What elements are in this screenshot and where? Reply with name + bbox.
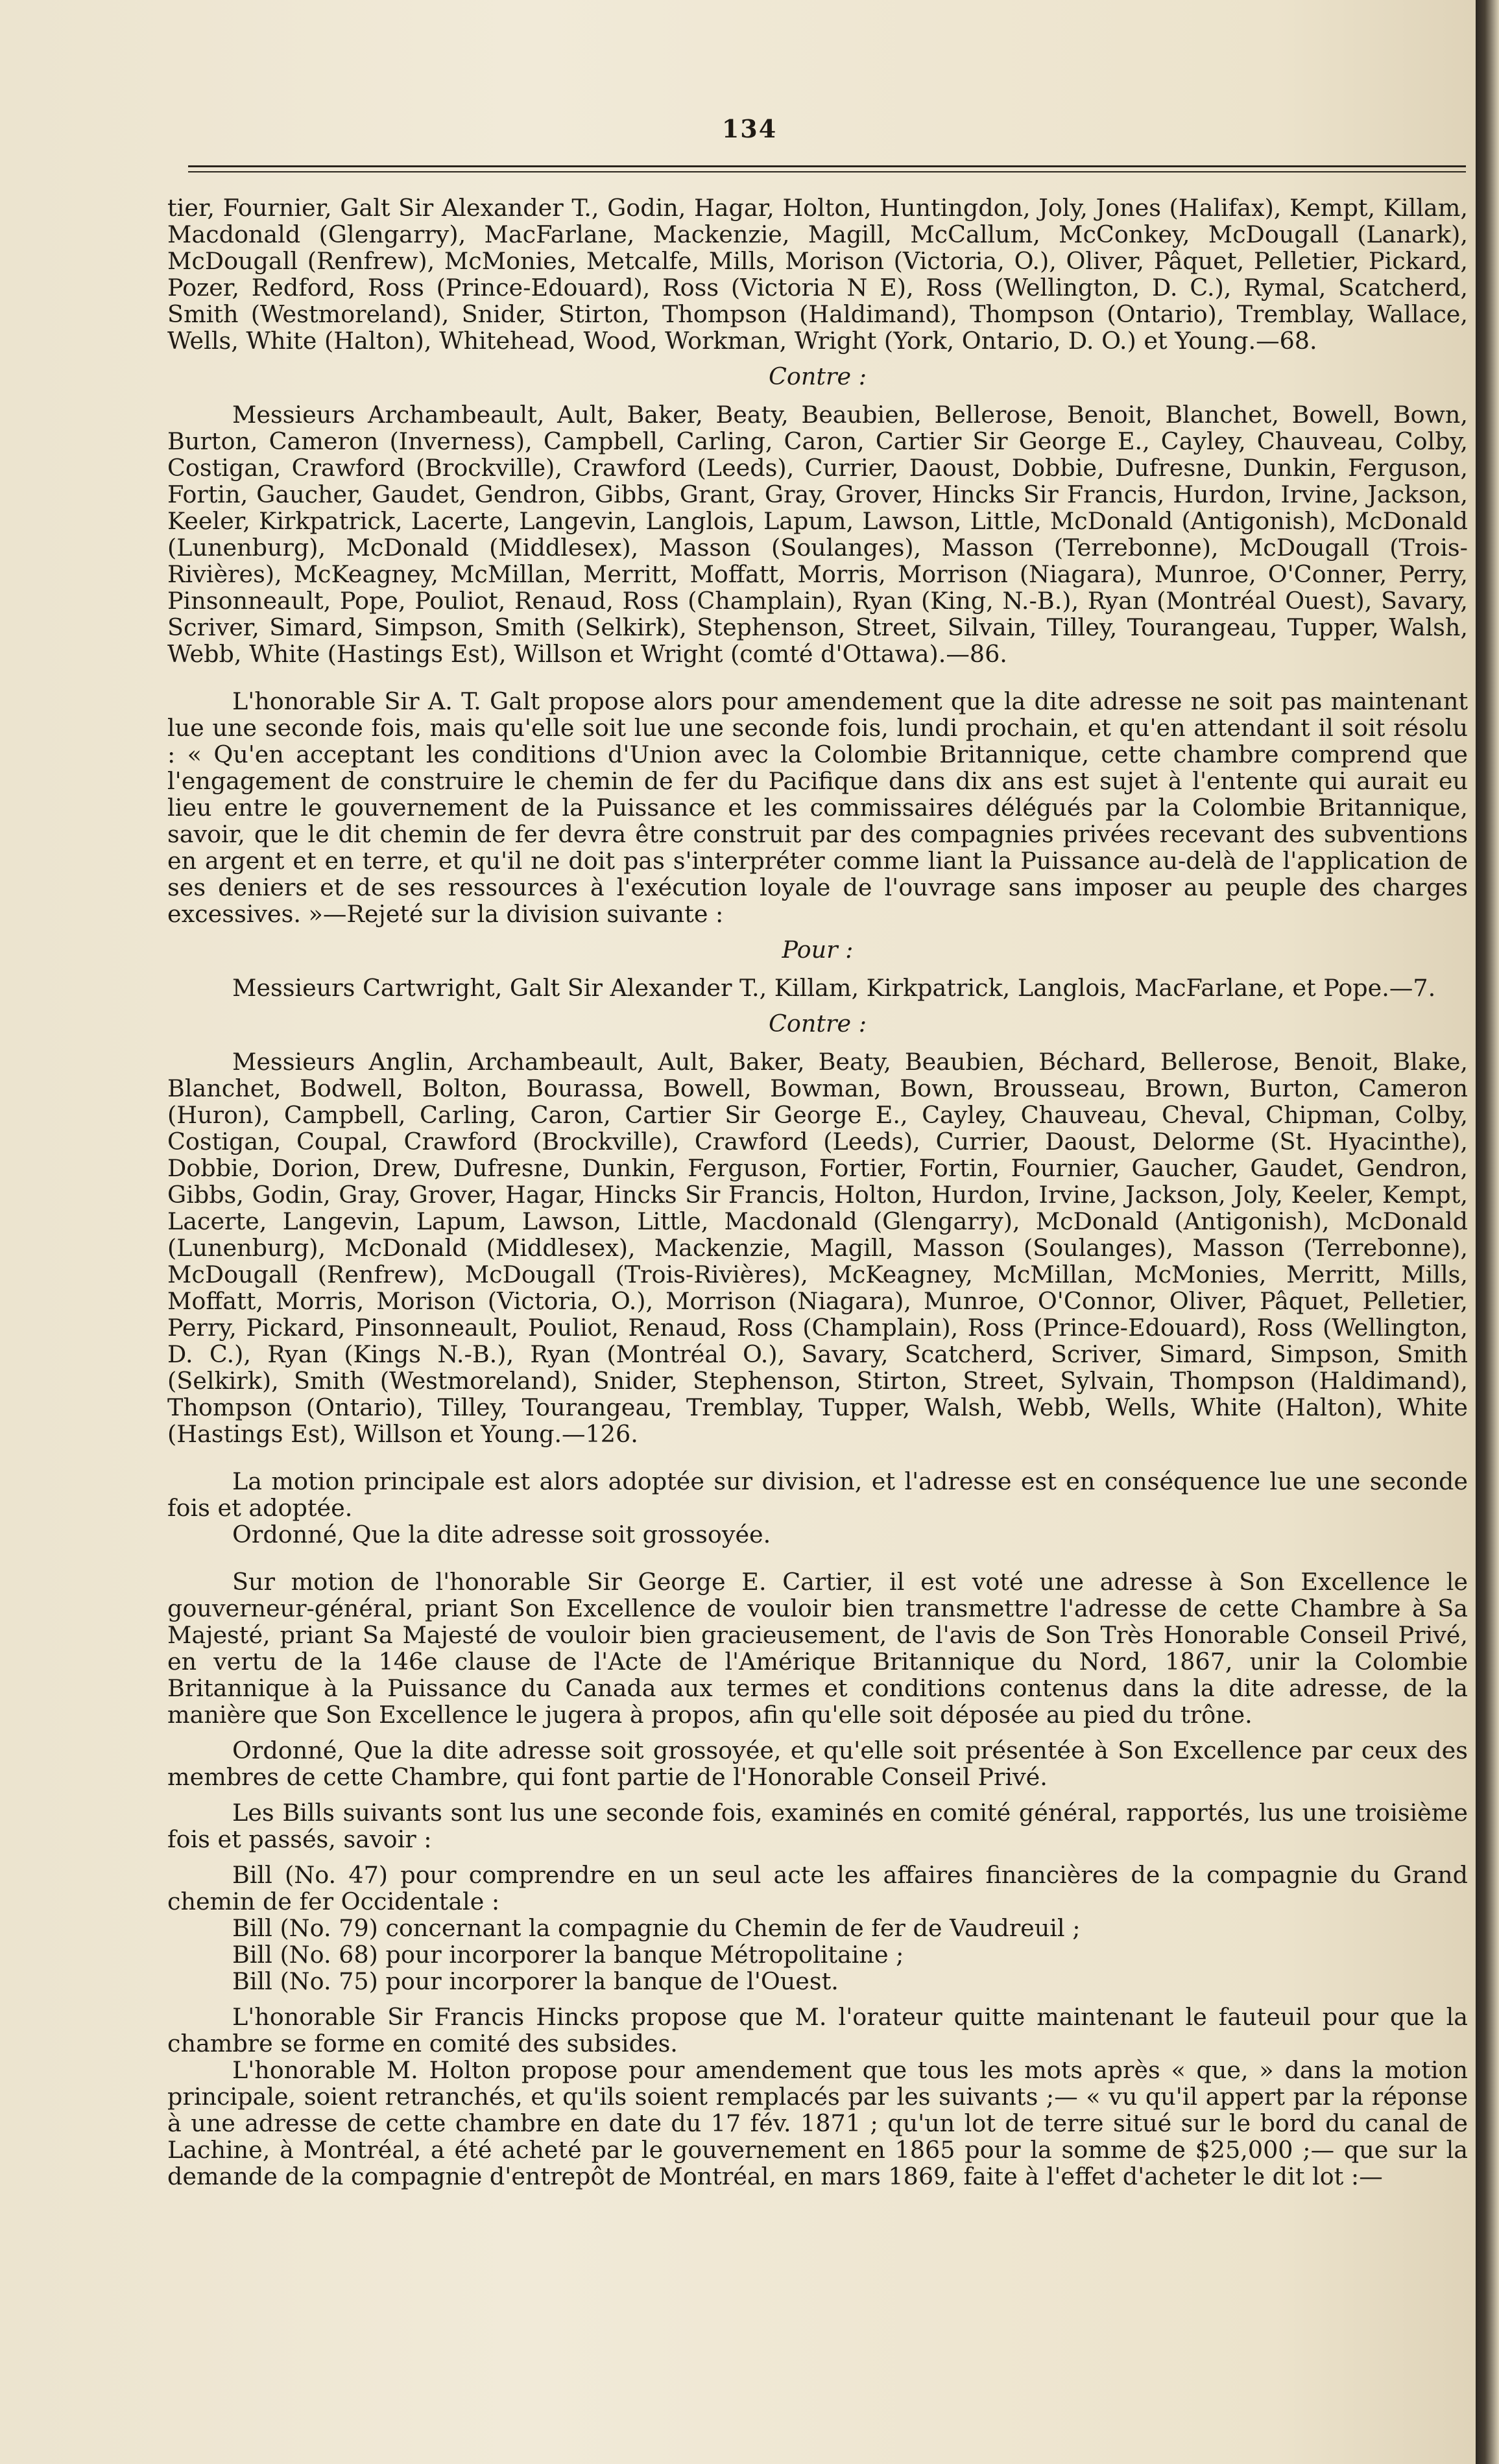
vote1-contre-heading: Contre : [768,362,867,390]
vote2-contre-list: Messieurs Anglin, Archambeault, Ault, Baker, Beaty, Beaubien, Béchard, Bellerose, Benoit, Blake, Blanchet, Bodwell, Bolton, Bourassa, Bowell, Bowman, Bown, Brousseau, Brown, Burton, Cameron (Huron), Campbell, Carling, Caron, Cartier Sir George E., Cayley, Chauveau, Cheval, Chipman, Colby, Costigan, Coupal, Crawford (Brockville), Crawford (Leeds), Currier, Daoust, Delorme (St. Hyacinthe), Dobbie, Dorion, Drew, Dufresne, Dunkin, Ferguson, Fortier, Fortin, Fournier, Gaucher, Gaudet, Gendron, Gibbs, Godin, Gray, Grover, Hagar, Hincks Sir Francis, Holton, Hurdon, Irvine, Jackson, Joly, Keeler, Kempt, Lacerte, Langevin, Lapum, Lawson, Little, Macdonald (Glengarry), McDonald (Antigonish), McDonald (Lunenburg), McDonald (Middlesex), Mackenzie, Magill, Masson (Soulanges), Masson (Terrebonne), McDougall (Renfrew), McDougall (Trois-Rivières), McKeagney, McMillan, McMonies, Merritt, Mills, Moffatt, Morris, Morison (Victoria, O.), Morrison (Niagara), Munroe, O'Connor, Oliver, Pâquet, Pelletier, Perry, Pickard, Pinsonneault, Pouliot, Renaud, Ross (Champlain), Ross (Prince-Edouard), Ross (Wellington, D. C.), Ryan (Kings N.-B.), Ryan (Montréal O.), Savary, Scatcherd, Scriver, Simard, Simpson, Smith (Selkirk), Smith (Westmoreland), Snider, Stephenson, Stirton, Street, Sylvain, Thompson (Haldimand), Thompson (Ontario), Tilley, Tourangeau, Tremblay, Tupper, Walsh, Webb, Wells, White (Halton), White (Hastings Est), Willson et Young.—126. [167,1048,1468,1448]
hincks-motion: L'honorable Sir Francis Hincks propose que M. l'orateur quitte maintenant le fauteuil pour que la chambre se forme en comité des subsides. [167,2003,1468,2057]
bill-item: Bill (No. 47) pour comprendre en un seul acte les affaires financières de la compagnie du Grand chemin de fer Occidentale : [167,1861,1468,1915]
bill-item: Bill (No. 68) pour incorporer la banque Métropolitaine ; [232,1941,904,1969]
motion-adopted: La motion principale est alors adoptée sur division, et l'adresse est en conséquence lue une seconde fois et adoptée. [167,1467,1468,1522]
bills-intro: Les Bills suivants sont lus une seconde fois, examinés en comité général, rapportés, lus une troisième fois et passés, savoir : [167,1799,1468,1853]
holton-amendment: L'honorable M. Holton propose pour amendement que tous les mots après « que, » dans la motion principale, soient retranchés, et qu'ils soient remplacés par les suivants ;— « vu qu'il appert par la réponse à une adresse de cette chambre en date du 17 fév. 1871 ; qu'un lot de terre situé sur le bord du canal de Lachine, à Montréal, a été acheté par le gouvernement en 1865 pour la somme de $25,000 ;— que sur la demande de la compagnie d'entrepôt de Montréal, en mars 1869, faite à l'effet d'acheter le dit lot :— [167,2056,1468,2190]
page-binding-edge [1476,0,1499,2464]
vote2-contre-heading: Contre : [768,1010,867,1037]
bill-item: Bill (No. 79) concernant la compagnie du Chemin de fer de Vaudreuil ; [232,1914,1081,1942]
page-number: 134 [721,114,778,143]
vote2-pour-heading: Pour : [782,936,854,964]
ordonne-2: Ordonné, Que la dite adresse soit grossoyée, et qu'elle soit présentée à Son Excellence par ceux des membres de cette Chambre, qui font partie de l'Honorable Conseil Privé. [167,1736,1468,1791]
bill-item: Bill (No. 75) pour incorporer la banque de l'Ouest. [232,1967,839,1995]
header-rule-thin [188,171,1466,172]
ordonne-1: Ordonné, Que la dite adresse soit grossoyée. [232,1521,771,1548]
vote1-pour-list: tier, Fournier, Galt Sir Alexander T., Godin, Hagar, Holton, Huntingdon, Joly, Jones (Halifax), Kempt, Killam, Macdonald (Glengarry), MacFarlane, Mackenzie, Magill, McCallum, McConkey, McDougall (Lanark), McDougall (Renfrew), McMonies, Metcalfe, Mills, Morison (Victoria, O.), Oliver, Pâquet, Pelletier, Pickard, Pozer, Redford, Ross (Prince-Edouard), Ross (Victoria N E), Ross (Wellington, D. C.), Rymal, Scatcherd, Smith (Westmoreland), Snider, Stirton, Thompson (Haldimand), Thompson (Ontario), Tremblay, Wallace, Wells, White (Halton), Whitehead, Wood, Workman, Wright (York, Ontario, D. O.) et Young.—68. [167,194,1468,355]
journal-text [167,195,1468,2190]
vote1-contre-list: Messieurs Archambeault, Ault, Baker, Beaty, Beaubien, Bellerose, Benoit, Blanchet, Bowell, Bown, Burton, Cameron (Inverness), Campbell, Carling, Caron, Cartier Sir George E., Cayley, Chauveau, Colby, Costigan, Crawford (Brockville), Crawford (Leeds), Currier, Daoust, Dobbie, Dufresne, Dunkin, Ferguson, Fortin, Gaucher, Gaudet, Gendron, Gibbs, Grant, Gray, Grover, Hincks Sir Francis, Hurdon, Irvine, Jackson, Keeler, Kirkpatrick, Lacerte, Langevin, Langlois, Lapum, Lawson, Little, McDonald (Antigonish), McDonald (Lunenburg), McDonald (Middlesex), Masson (Soulanges), Masson (Terrebonne), McDougall (Trois-Rivières), McKeagney, McMillan, Merritt, Moffatt, Morris, Morrison (Niagara), Munroe, O'Conner, Perry, Pinsonneault, Pope, Pouliot, Renaud, Ross (Champlain), Ryan (King, N.-B.), Ryan (Montréal Ouest), Savary, Scriver, Simard, Simpson, Smith (Selkirk), Stephenson, Street, Silvain, Tilley, Tourangeau, Tupper, Walsh, Webb, White (Hastings Est), Willson et Wright (comté d'Ottawa).—86. [167,401,1468,668]
header-rule [188,165,1466,167]
vote2-pour-list: Messieurs Cartwright, Galt Sir Alexander T., Killam, Kirkpatrick, Langlois, MacFarlane, et Pope.—7. [232,974,1436,1002]
galt-amendment: L'honorable Sir A. T. Galt propose alors pour amendement que la dite adresse ne soit pas maintenant lue une seconde fois, mais qu'elle soit lue une seconde fois, lundi prochain, et qu'en attendant il soit résolu : « Qu'en acceptant les conditions d'Union avec la Colombie Britannique, cette chambre comprend que l'engagement de construire le chemin de fer du Pacifique dans dix ans est sujet à l'entente qui aurait eu lieu entre le gouvernement de la Puissance et les commissaires délégués par la Colombie Britannique, savoir, que le dit chemin de fer devra être construit par des compagnies privées recevant des subventions en argent et en terre, et qu'il ne doit pas s'interpréter comme liant la Puissance au-delà de l'application de ses deniers et de ses ressources à l'exécution loyale de l'ouvrage sans imposer au peuple des charges excessives. »—Rejeté sur la division suivante : [167,687,1468,928]
cartier-motion: Sur motion de l'honorable Sir George E. Cartier, il est voté une adresse à Son Excellence le gouverneur-général, priant Son Excellence de vouloir bien transmettre l'adresse de cette Chambre à Sa Majesté, priant Sa Majesté de vouloir bien gracieusement, de l'avis de Son Très Honorable Conseil Privé, en vertu de la 146e clause de l'Acte de l'Amérique Britannique du Nord, 1867, unir la Colombie Britannique à la Puissance du Canada aux termes et conditions contenus dans la dite adresse, de la manière que Son Excellence le jugera à propos, afin qu'elle soit déposée au pied du trône. [167,1568,1468,1729]
